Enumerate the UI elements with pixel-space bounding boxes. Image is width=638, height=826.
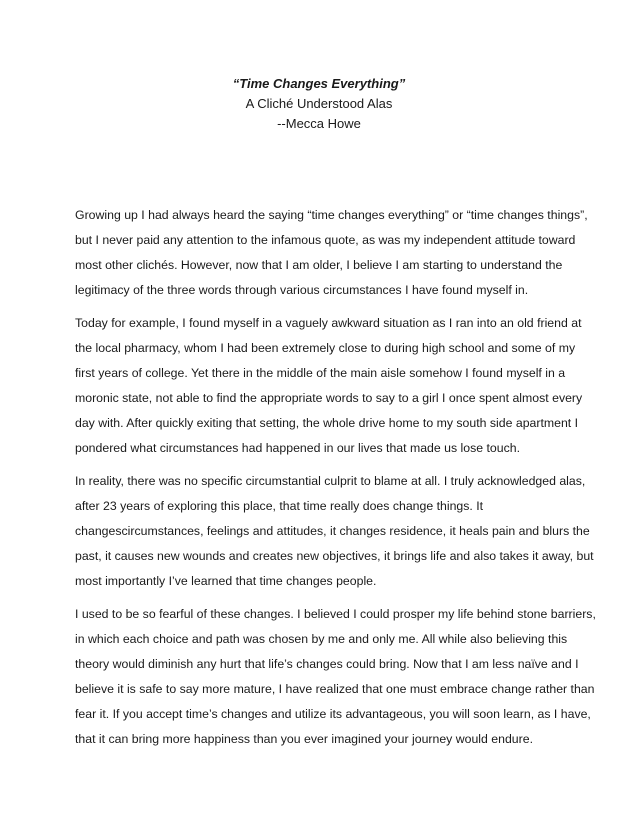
paragraph-3 bbox=[75, 469, 594, 594]
text-line: believe it is safe to say more mature, I have realized that one must embrace change rather than bbox=[75, 682, 595, 696]
document-author: --Mecca Howe bbox=[277, 116, 361, 131]
paragraph-4 bbox=[75, 602, 596, 752]
text-line: most other clichés. However, now that I am older, I believe I am starting to understand the bbox=[75, 258, 563, 272]
text-line: most importantly I’ve learned that time changes people. bbox=[75, 574, 377, 588]
text-line: I used to be so fearful of these changes. I believed I could prosper my life behind stone barriers, bbox=[75, 607, 596, 621]
text-line: that it can bring more happiness than you ever imagined your journey would endure. bbox=[75, 732, 533, 746]
text-line: after 23 years of exploring this place, that time really does change things. It bbox=[75, 499, 484, 513]
text-line: theory would diminish any hurt that life’s changes could bring. Now that I am less naïve and I bbox=[75, 657, 579, 671]
text-line: Today for example, I found myself in a vaguely awkward situation as I ran into an old friend at bbox=[75, 316, 582, 330]
paragraph-2 bbox=[75, 311, 583, 461]
text-line: pondered what circumstances had happened in our lives that made us lose touch. bbox=[75, 441, 521, 455]
text-line: changescircumstances, feelings and attitudes, it changes residence, it heals pain and blurs the bbox=[75, 524, 590, 538]
text-line: Growing up I had always heard the saying “time changes everything” or “time changes things”, bbox=[75, 208, 588, 222]
text-line: first years of college. Yet there in the middle of the main aisle somehow I found myself in a bbox=[75, 366, 566, 380]
text-line: in which each choice and path was chosen by me and only me. All while also believing this bbox=[75, 632, 568, 646]
document-subtitle: A Cliché Understood Alas bbox=[245, 96, 393, 111]
text-line: moronic state, not able to find the appropriate words to say to a girl I once spent almost every bbox=[75, 391, 583, 405]
text-line: past, it causes new wounds and creates new objectives, it brings life and also takes it away, but bbox=[75, 549, 594, 563]
text-line: In reality, there was no specific circumstantial culprit to blame at all. I truly acknowledged alas, bbox=[75, 474, 586, 488]
paragraph-1 bbox=[75, 203, 588, 303]
text-line: the local pharmacy, whom I had been extremely close to during high school and some of my bbox=[75, 341, 576, 355]
text-line: but I never paid any attention to the infamous quote, as was my independent attitude toward bbox=[75, 233, 576, 247]
document-body bbox=[75, 203, 596, 760]
document-header bbox=[0, 74, 638, 134]
text-line: day with. After quickly exiting that setting, the whole drive home to my south side apartment I bbox=[75, 416, 579, 430]
text-line: fear it. If you accept time’s changes and utilize its advantageous, you will soon learn, as I have, bbox=[75, 707, 591, 721]
text-line: legitimacy of the three words through various circumstances I have found myself in. bbox=[75, 283, 529, 297]
document-title: “Time Changes Everything” bbox=[232, 76, 406, 91]
